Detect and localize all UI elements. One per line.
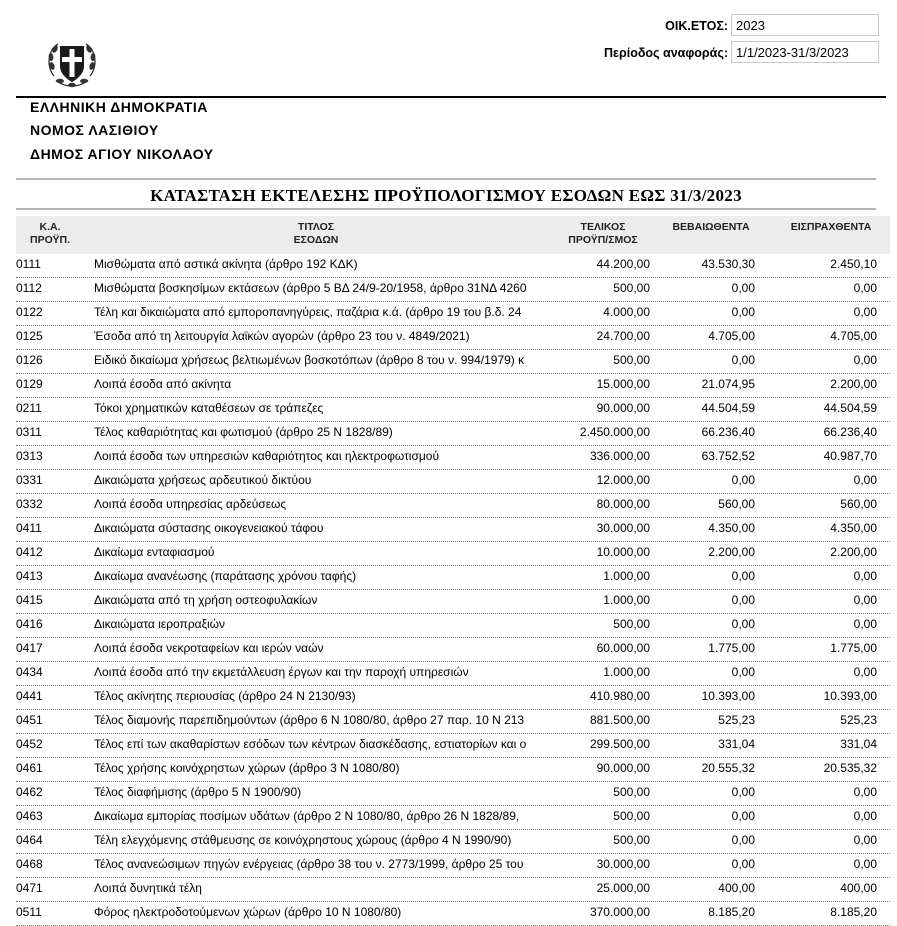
- cell-final-budget: 1.000,00: [603, 665, 650, 679]
- cell-certified: 0,00: [731, 785, 755, 799]
- cell-final-budget: 90.000,00: [596, 401, 650, 415]
- cell-certified: 8.185,20: [708, 905, 755, 919]
- cell-code: 0464: [16, 833, 43, 847]
- header-divider: [16, 96, 886, 98]
- cell-title: Ειδικό δικαίωμα χρήσεως βελτιωμένων βοσκοτόπων (άρθρο 8 του ν. 994/1979) κ: [94, 353, 525, 367]
- cell-final-budget: 370.000,00: [589, 905, 650, 919]
- cell-code: 0511: [16, 905, 42, 919]
- cell-certified: 0,00: [731, 665, 755, 679]
- cell-final-budget: 410.980,00: [589, 689, 650, 703]
- column-header-collected: ΕΙΣΠΡΑΧΘΕΝΤΑ: [790, 221, 872, 233]
- reporting-period-field: 1/1/2023-31/3/2023: [731, 41, 879, 63]
- cell-title: Δικαιώματα σύστασης οικογενειακού τάφου: [94, 521, 324, 535]
- cell-certified: 0,00: [731, 473, 755, 487]
- cell-code: 0111: [16, 257, 41, 271]
- column-header-final-budget: ΤΕΛΙΚΟΣ ΠΡΟΫΠ/ΣΜΟΣ: [568, 221, 638, 246]
- cell-title: Λοιπά δυνητικά τέλη: [94, 881, 202, 895]
- cell-title: Τόκοι χρηματικών καταθέσεων σε τράπεζες: [94, 401, 324, 415]
- cell-title: Φόρος ηλεκτροδοτούμενων χώρων (άρθρο 10 Ν 1080/80): [94, 905, 402, 919]
- cell-certified: 525,23: [718, 713, 755, 727]
- cell-certified: 0,00: [731, 353, 755, 367]
- table-row: [16, 494, 890, 518]
- cell-final-budget: 299.500,00: [589, 737, 650, 751]
- cell-code: 0211: [16, 401, 42, 415]
- table-row: [16, 398, 890, 422]
- cell-final-budget: 90.000,00: [596, 761, 650, 775]
- cell-collected: 4.350,00: [830, 521, 877, 535]
- cell-final-budget: 500,00: [613, 785, 650, 799]
- fiscal-year-label: ΟΙΚ.ΕΤΟΣ:: [665, 19, 728, 33]
- table-row: [16, 758, 890, 782]
- cell-collected: 331,04: [840, 737, 877, 751]
- cell-final-budget: 24.700,00: [596, 329, 650, 343]
- cell-final-budget: 30.000,00: [596, 521, 650, 535]
- table-row: [16, 446, 890, 470]
- cell-final-budget: 336.000,00: [589, 449, 650, 463]
- cell-final-budget: 60.000,00: [596, 641, 650, 655]
- column-header-title: ΤΙΤΛΟΣ ΕΣΟΔΩΝ: [293, 221, 339, 246]
- cell-certified: 0,00: [731, 305, 755, 319]
- table-row: [16, 254, 890, 278]
- table-row: [16, 542, 890, 566]
- cell-collected: 10.393,00: [823, 689, 877, 703]
- table-row: [16, 470, 890, 494]
- cell-title: Τέλος επί των ακαθαρίστων εσόδων των κέντρων διασκέδασης, εστιατορίων και ο: [94, 737, 527, 751]
- cell-certified: 4.705,00: [708, 329, 755, 343]
- cell-collected: 4.705,00: [830, 329, 877, 343]
- cell-certified: 21.074,95: [701, 377, 755, 391]
- cell-code: 0411: [16, 521, 42, 535]
- fiscal-year-field: 2023: [731, 14, 879, 36]
- cell-collected: 0,00: [853, 353, 877, 367]
- cell-code: 0129: [16, 377, 43, 391]
- cell-collected: 66.236,40: [823, 425, 877, 439]
- cell-certified: 331,04: [718, 737, 755, 751]
- cell-collected: 1.775,00: [830, 641, 877, 655]
- table-row: [16, 902, 890, 926]
- cell-code: 0471: [16, 881, 43, 895]
- cell-collected: 2.200,00: [830, 545, 877, 559]
- cell-code: 0413: [16, 569, 43, 583]
- cell-final-budget: 10.000,00: [596, 545, 650, 559]
- cell-collected: 0,00: [853, 833, 877, 847]
- table-row: [16, 302, 890, 326]
- table-row: [16, 590, 890, 614]
- cell-title: Τέλος καθαριότητας και φωτισμού (άρθρο 25 Ν 1828/89): [94, 425, 393, 439]
- cell-title: Λοιπά έσοδα από την εκμετάλλευση έργων και την παροχή υπηρεσιών: [94, 665, 469, 679]
- cell-collected: 0,00: [853, 809, 877, 823]
- revenue-table: [16, 254, 890, 926]
- table-row: [16, 830, 890, 854]
- cell-code: 0462: [16, 785, 43, 799]
- cell-final-budget: 500,00: [613, 809, 650, 823]
- cell-code: 0463: [16, 809, 43, 823]
- cell-final-budget: 15.000,00: [596, 377, 650, 391]
- cell-final-budget: 500,00: [613, 353, 650, 367]
- cell-certified: 63.752,52: [701, 449, 755, 463]
- table-row: [16, 782, 890, 806]
- cell-title: Δικαιώματα από τη χρήση οστεοφυλακίων: [94, 593, 318, 607]
- cell-final-budget: 1.000,00: [603, 593, 650, 607]
- cell-collected: 0,00: [853, 593, 877, 607]
- org-municipality: ΔΗΜΟΣ ΑΓΙΟΥ ΝΙΚΟΛΑΟΥ: [30, 146, 214, 162]
- cell-title: Λοιπά έσοδα υπηρεσίας αρδεύσεως: [94, 497, 287, 511]
- cell-title: Μισθώματα βοσκησίμων εκτάσεων (άρθρο 5 ΒΔ 24/9-20/1958, άρθρο 31ΝΔ 4260: [94, 281, 527, 295]
- table-row: [16, 326, 890, 350]
- cell-title: Λοιπά έσοδα των υπηρεσιών καθαριότητος και ηλεκτροφωτισμού: [94, 449, 440, 463]
- cell-final-budget: 1.000,00: [603, 569, 650, 583]
- cell-collected: 400,00: [840, 881, 877, 895]
- cell-certified: 400,00: [718, 881, 755, 895]
- cell-certified: 20.555,32: [701, 761, 755, 775]
- cell-code: 0468: [16, 857, 43, 871]
- cell-title: Δικαιώματα χρήσεως αρδευτικού δικτύου: [94, 473, 312, 487]
- cell-collected: 0,00: [853, 569, 877, 583]
- table-row: [16, 662, 890, 686]
- cell-title: Τέλη και δικαιώματα από εμποροπανηγύρεις, παζάρια κ.ά. (άρθρο 19 του β.δ. 24: [94, 305, 522, 319]
- cell-title: Τέλος ανανεώσιμων πηγών ενέργειας (άρθρο 38 του ν. 2773/1999, άρθρο 25 του: [94, 857, 524, 871]
- cell-certified: 0,00: [731, 809, 755, 823]
- cell-code: 0415: [16, 593, 43, 607]
- cell-code: 0461: [16, 761, 43, 775]
- cell-code: 0332: [16, 497, 43, 511]
- cell-collected: 8.185,20: [830, 905, 877, 919]
- cell-title: Λοιπά έσοδα νεκροταφείων και ιερών ναών: [94, 641, 324, 655]
- cell-code: 0441: [16, 689, 43, 703]
- table-row: [16, 710, 890, 734]
- title-top-divider: [16, 178, 876, 180]
- table-row: [16, 374, 890, 398]
- cell-certified: 0,00: [731, 593, 755, 607]
- cell-collected: 2.450,10: [830, 257, 877, 271]
- cell-collected: 560,00: [840, 497, 877, 511]
- table-row: [16, 686, 890, 710]
- cell-final-budget: 2.450.000,00: [579, 425, 650, 439]
- cell-title: Έσοδα από τη λειτουργία λαϊκών αγορών (άρθρο 23 του ν. 4849/2021): [94, 329, 470, 343]
- cell-final-budget: 30.000,00: [596, 857, 650, 871]
- cell-code: 0122: [16, 305, 43, 319]
- cell-final-budget: 44.200,00: [596, 257, 650, 271]
- cell-certified: 4.350,00: [708, 521, 755, 535]
- table-row: [16, 638, 890, 662]
- cell-collected: 40.987,70: [823, 449, 877, 463]
- table-row: [16, 350, 890, 374]
- table-row: [16, 854, 890, 878]
- cell-final-budget: 80.000,00: [596, 497, 650, 511]
- cell-certified: 0,00: [731, 281, 755, 295]
- cell-title: Τέλος ακίνητης περιουσίας (άρθρο 24 Ν 2130/93): [94, 689, 356, 703]
- cell-collected: 2.200,00: [830, 377, 877, 391]
- column-header-certified: ΒΕΒΑΙΩΘΕΝΤΑ: [672, 221, 750, 233]
- cell-final-budget: 25.000,00: [596, 881, 650, 895]
- cell-collected: 0,00: [853, 281, 877, 295]
- table-row: [16, 278, 890, 302]
- cell-certified: 0,00: [731, 617, 755, 631]
- reporting-period-row: [560, 41, 890, 65]
- cell-code: 0112: [16, 281, 42, 295]
- cell-title: Τέλη ελεγχόμενης στάθμευσης σε κοινόχρηστους χώρους (άρθρο 4 Ν 1990/90): [94, 833, 512, 847]
- cell-code: 0416: [16, 617, 43, 631]
- cell-collected: 0,00: [853, 857, 877, 871]
- cell-code: 0412: [16, 545, 43, 559]
- cell-code: 0313: [16, 449, 43, 463]
- table-row: [16, 806, 890, 830]
- cell-code: 0311: [16, 425, 42, 439]
- cell-final-budget: 4.000,00: [603, 305, 650, 319]
- cell-certified: 1.775,00: [708, 641, 755, 655]
- cell-final-budget: 500,00: [613, 281, 650, 295]
- cell-title: Δικαίωμα ενταφιασμού: [94, 545, 215, 559]
- cell-collected: 0,00: [853, 305, 877, 319]
- table-row: [16, 734, 890, 758]
- table-row: [16, 614, 890, 638]
- table-row: [16, 566, 890, 590]
- cell-certified: 0,00: [731, 833, 755, 847]
- cell-collected: 44.504,59: [823, 401, 877, 415]
- cell-certified: 0,00: [731, 569, 755, 583]
- fiscal-year-row: [560, 14, 890, 38]
- cell-final-budget: 12.000,00: [596, 473, 650, 487]
- cell-collected: 525,23: [840, 713, 877, 727]
- org-prefecture: ΝΟΜΟΣ ΛΑΣΙΘΙΟΥ: [30, 122, 159, 138]
- cell-collected: 0,00: [853, 473, 877, 487]
- cell-title: Τέλος διαφήμισης (άρθρο 5 Ν 1900/90): [94, 785, 302, 799]
- cell-code: 0452: [16, 737, 43, 751]
- org-country: ΕΛΛΗΝΙΚΗ ΔΗΜΟΚΡΑΤΙΑ: [30, 99, 208, 115]
- cell-title: Λοιπά έσοδα από ακίνητα: [94, 377, 232, 391]
- reporting-period-label: Περίοδος αναφοράς:: [604, 46, 728, 60]
- cell-certified: 2.200,00: [708, 545, 755, 559]
- cell-final-budget: 500,00: [613, 833, 650, 847]
- cell-certified: 66.236,40: [701, 425, 755, 439]
- greek-coat-of-arms-icon: [44, 36, 100, 92]
- column-header-code: Κ.Α. ΠΡΟΫΠ.: [30, 221, 70, 246]
- cell-code: 0331: [16, 473, 43, 487]
- cell-code: 0125: [16, 329, 43, 343]
- table-column-headers: [16, 216, 890, 254]
- cell-collected: 0,00: [853, 785, 877, 799]
- cell-collected: 0,00: [853, 617, 877, 631]
- cell-final-budget: 500,00: [613, 617, 650, 631]
- report-title: ΚΑΤΑΣΤΑΣΗ ΕΚΤΕΛΕΣΗΣ ΠΡΟΫΠΟΛΟΓΙΣΜΟΥ ΕΣΟΔΩΝ ΕΩΣ 31/3/2023: [150, 186, 742, 205]
- cell-title: Δικαιώματα ιεροπραξιών: [94, 617, 225, 631]
- cell-code: 0434: [16, 665, 43, 679]
- title-bottom-divider: [16, 208, 876, 210]
- cell-collected: 0,00: [853, 665, 877, 679]
- table-row: [16, 518, 890, 542]
- cell-code: 0126: [16, 353, 43, 367]
- cell-certified: 43.530,30: [701, 257, 755, 271]
- cell-certified: 560,00: [718, 497, 755, 511]
- cell-title: Δικαίωμα ανανέωσης (παράτασης χρόνου ταφής): [94, 569, 357, 583]
- cell-certified: 0,00: [731, 857, 755, 871]
- cell-title: Δικαίωμα εμπορίας ποσίμων υδάτων (άρθρο 2 Ν 1080/80, άρθρο 26 Ν 1828/89,: [94, 809, 520, 823]
- table-row: [16, 878, 890, 902]
- table-row: [16, 422, 890, 446]
- cell-title: Τέλος χρήσης κοινόχρηστων χώρων (άρθρο 3 Ν 1080/80): [94, 761, 400, 775]
- cell-final-budget: 881.500,00: [589, 713, 650, 727]
- cell-code: 0417: [16, 641, 43, 655]
- cell-title: Μισθώματα από αστικά ακίνητα (άρθρο 192 ΚΔΚ): [94, 257, 358, 271]
- cell-certified: 44.504,59: [701, 401, 755, 415]
- cell-title: Τέλος διαμονής παρεπιδημούντων (άρθρο 6 Ν 1080/80, άρθρο 27 παρ. 10 Ν 213: [94, 713, 525, 727]
- cell-code: 0451: [16, 713, 43, 727]
- cell-certified: 10.393,00: [701, 689, 755, 703]
- cell-collected: 20.535,32: [823, 761, 877, 775]
